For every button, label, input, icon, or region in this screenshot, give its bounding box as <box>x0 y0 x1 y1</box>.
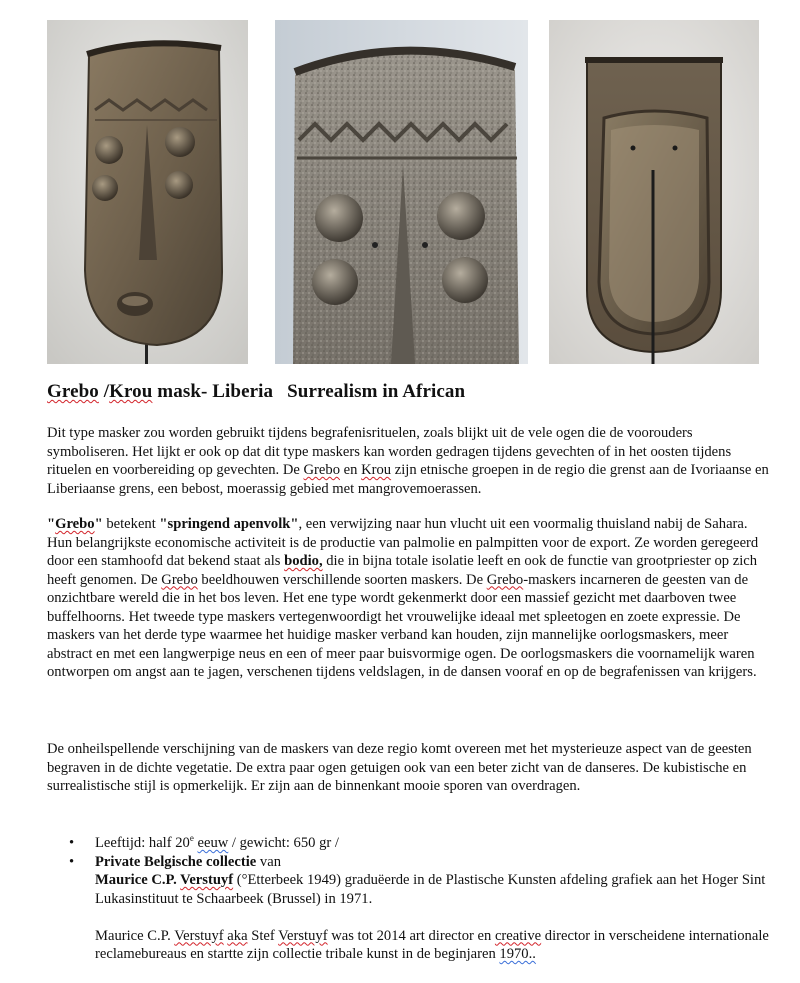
collector-name: Maurice C.P. <box>95 872 181 888</box>
para2-grebo-2: Grebo <box>161 571 198 588</box>
career-verstuyf-2: Verstuyf <box>278 927 328 944</box>
bullet-dot: • <box>69 853 75 870</box>
page-title <box>47 381 465 403</box>
para2-quote-open: " <box>47 516 56 532</box>
intro-paragraph <box>47 424 772 498</box>
para1-text-2: en <box>340 462 362 478</box>
collector-career <box>47 927 772 964</box>
para2-grebo-3: Grebo <box>486 571 524 588</box>
para2-text-5: -maskers incarneren de geesten van de onzichtbare wereld die in het bos leven. Het ene type wordt gekenmerkt door een massief gezicht met daarboven twee buffelhoorns. Het tweede type maskers vertegenwoordigt het vrouwelijke ideaal met spleetogen en zoete expressie. De maskers van het derde type waarmee het huidige masker verband kan houden, zijn mannelijke oorlogsmaskers, meer abstract en met een langwerpige neus en een of meer paar buisvormige ogen. De oorlogsmaskers die voornamelijk waren ontworpen om angst aan te jagen, verschenen tijdens veldslagen, in de dansen vooraf en op de begrafenissen van krijgers. <box>47 571 757 680</box>
career-text-1: Maurice C.P. <box>95 927 175 944</box>
collector-bio: (°Etterbeek 1949) graduëerde in de Plastische Kunsten afdeling grafiek aan het Hoger Sint Lukasinstituut te Schaarbeek (Brussel) in 1971. <box>95 872 766 907</box>
details-list <box>47 834 772 964</box>
para2-quote-close: " <box>94 516 103 532</box>
career-creative: creative <box>494 927 542 944</box>
career-text-3: Stef <box>247 927 279 944</box>
para1-text-1: Dit type masker zou worden gebruikt tijdens begrafenisrituelen, zoals blijkt uit de vele ogen die de voorouders symboliseren. Het lijkt er ook op dat dit type maskers kan worden gedragen tijdens gevechten of in het oosten tijdens rituelen en voorbereiding op gevechten. De <box>47 425 732 478</box>
mask-photo-front <box>47 20 248 364</box>
collector-info <box>47 871 772 908</box>
para2-text-3: die in bijna totale isolatie leeft en ook de functie van grootpriester op zich heeft genomen. De <box>47 553 758 588</box>
para2-grebo: Grebo <box>55 516 95 532</box>
para2-text-2: , een verwijzing naar hun vlucht uit een voormalig thuisland nabij de Sahara. Hun belangrijkste economische activiteit is de productie van palmolie en palmpitten voor de export. Ze worden geregeerd door een stamhoofd dat bekend staat als <box>47 516 759 569</box>
career-year: 1970.. <box>499 946 536 962</box>
age-superscript: e <box>189 833 194 844</box>
para1-grebo: Grebo <box>303 462 340 478</box>
collection-van: van <box>256 853 282 870</box>
title-slash: / <box>98 381 110 402</box>
age-eeuw: eeuw <box>197 835 229 851</box>
title-grebo: Grebo <box>47 381 99 402</box>
mask-photo-closeup <box>275 20 528 364</box>
career-text-4: was tot 2014 art director en <box>327 927 495 944</box>
collection-label: Private Belgische collectie <box>95 853 257 870</box>
photo-strip <box>47 20 759 364</box>
weight-text: / gewicht: 650 gr / <box>228 835 339 851</box>
para1-krou: Krou <box>361 462 392 478</box>
list-item-collection <box>47 853 772 872</box>
list-item-age <box>47 834 772 853</box>
title-rest: mask- Liberia <box>152 381 274 402</box>
para2-text-4: beeldhouwen verschillende soorten maskers. De <box>197 571 487 588</box>
appearance-paragraph: De onheilspellende verschijning van de maskers van deze regio komt overeen met het mysterieuze aspect van de geesten begraven in de dichte vegetatie. De extra paar ogen getuigen ook van een beter zicht van de danseres. De kubistische en surrealistische stijl is opmerkelijk. Er zijn aan de binnenkant mooie sporen van overdragen. <box>47 741 752 794</box>
para2-bodio: bodio, <box>284 553 323 569</box>
para2-text-1: betekent <box>102 516 160 532</box>
career-verstuyf-1: Verstuyf <box>174 927 224 944</box>
bullet-dot: • <box>69 835 75 851</box>
para1-text-3: zijn etnische groepen in de regio die grenst aan de Ivoriaanse en Liberiaanse grens, een bebost, moerassig gebied met mangrovemoerassen. <box>47 462 769 497</box>
collector-surname: Verstuyf <box>180 872 234 888</box>
career-aka: aka <box>227 927 248 944</box>
grebo-paragraph <box>47 515 772 682</box>
mask-photo-back <box>549 20 759 364</box>
age-label: Leeftijd: half 20 <box>95 835 190 851</box>
para2-bold-phrase: "springend apenvolk" <box>159 516 299 532</box>
title-subtitle: Surrealism in African <box>287 381 466 402</box>
career-text-5: director in verscheidene internationale reclamebureaus en startte zijn collectie tribale kunst in de beginjaren <box>95 927 769 962</box>
title-krou: Krou <box>109 381 153 402</box>
